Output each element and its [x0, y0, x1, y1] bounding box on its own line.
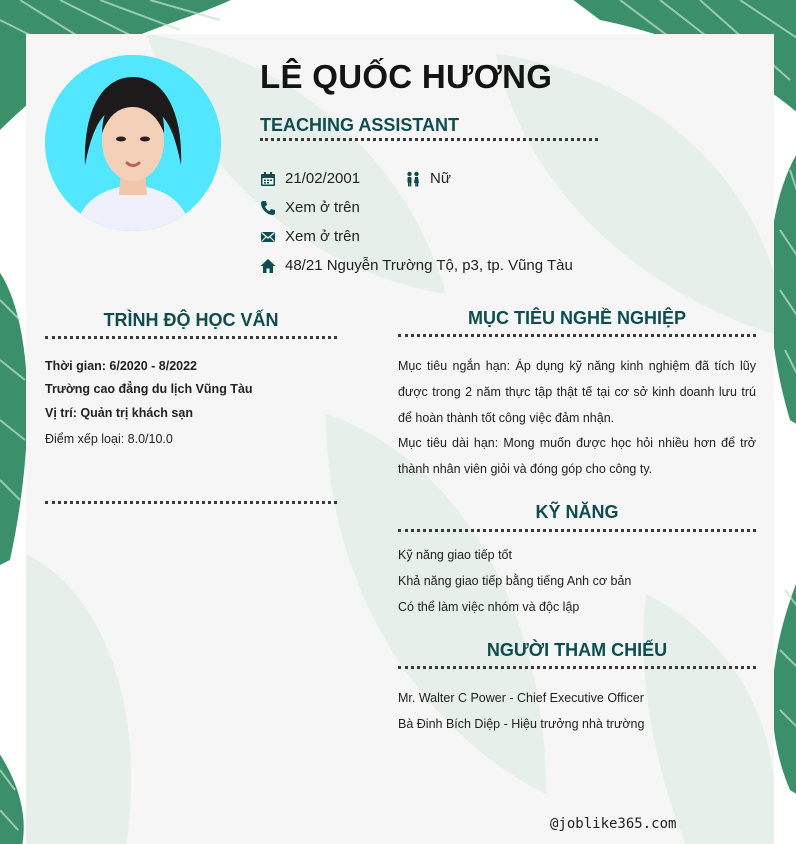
education-position: Vị trí: Quản trị khách sạn [45, 406, 193, 420]
address-row [260, 257, 573, 274]
education-time: Thời gian: 6/2020 - 8/2022 [45, 359, 198, 373]
email-row [260, 228, 360, 245]
birthdate-value: 21/02/2001 [285, 170, 361, 187]
phone-icon [260, 200, 276, 216]
skills-heading: KỸ NĂNG [535, 502, 619, 522]
education-school: Trường cao đẳng du lịch Vũng Tàu [45, 382, 253, 396]
header-divider [260, 138, 598, 141]
envelope-icon [260, 229, 276, 245]
gender-row [405, 170, 451, 187]
phone-row [260, 199, 360, 216]
avatar [45, 55, 221, 231]
education-grade: Điểm xếp loại: 8.0/10.0 [45, 432, 173, 446]
gender-value: Nữ [430, 170, 451, 187]
skill-item: Khả năng giao tiếp bằng tiếng Anh cơ bản [398, 574, 632, 588]
email-value: Xem ở trên [285, 228, 360, 245]
objective-divider [398, 334, 756, 337]
people-icon [405, 171, 421, 187]
education-heading: TRÌNH ĐỘ HỌC VẤN [103, 310, 279, 330]
full-name: LÊ QUỐC HƯƠNG [260, 58, 553, 95]
job-title: TEACHING ASSISTANT [260, 115, 460, 135]
skills-divider [398, 529, 756, 532]
education-divider-bottom [45, 501, 337, 504]
objective-long-term: Mục tiêu dài hạn: Mong muốn được học hỏi nhiều hơn để trở thành nhân viên giỏi và đóng góp cho công ty. [398, 436, 756, 476]
calendar-icon [260, 171, 276, 187]
birthdate-row [260, 170, 360, 187]
references-divider [398, 666, 756, 669]
footer-website: @joblike365.com [550, 816, 677, 832]
reference-item: Mr. Walter C Power - Chief Executive Officer [398, 691, 644, 705]
education-divider-top [45, 336, 337, 339]
skill-item: Có thể làm việc nhóm và độc lập [398, 600, 580, 614]
reference-item: Bà Đinh Bích Diệp - Hiệu trưởng nhà trường [398, 717, 645, 731]
phone-value: Xem ở trên [285, 199, 360, 216]
skill-item: Kỹ năng giao tiếp tốt [398, 548, 512, 562]
home-icon [260, 258, 276, 274]
objective-short-term: Mục tiêu ngắn hạn: Áp dụng kỹ năng kinh nghiệm đã tích lũy được trong 2 năm thực tập thật tế tại cơ sở kinh doanh lưu trú để hoàn thành tốt công việc đảm nhận. [398, 359, 756, 425]
references-heading: NGƯỜI THAM CHIẾU [486, 640, 668, 660]
address-value: 48/21 Nguyễn Trường Tộ, p3, tp. Vũng Tàu [285, 257, 573, 274]
objective-heading: MỤC TIÊU NGHỀ NGHIỆP [467, 308, 686, 328]
